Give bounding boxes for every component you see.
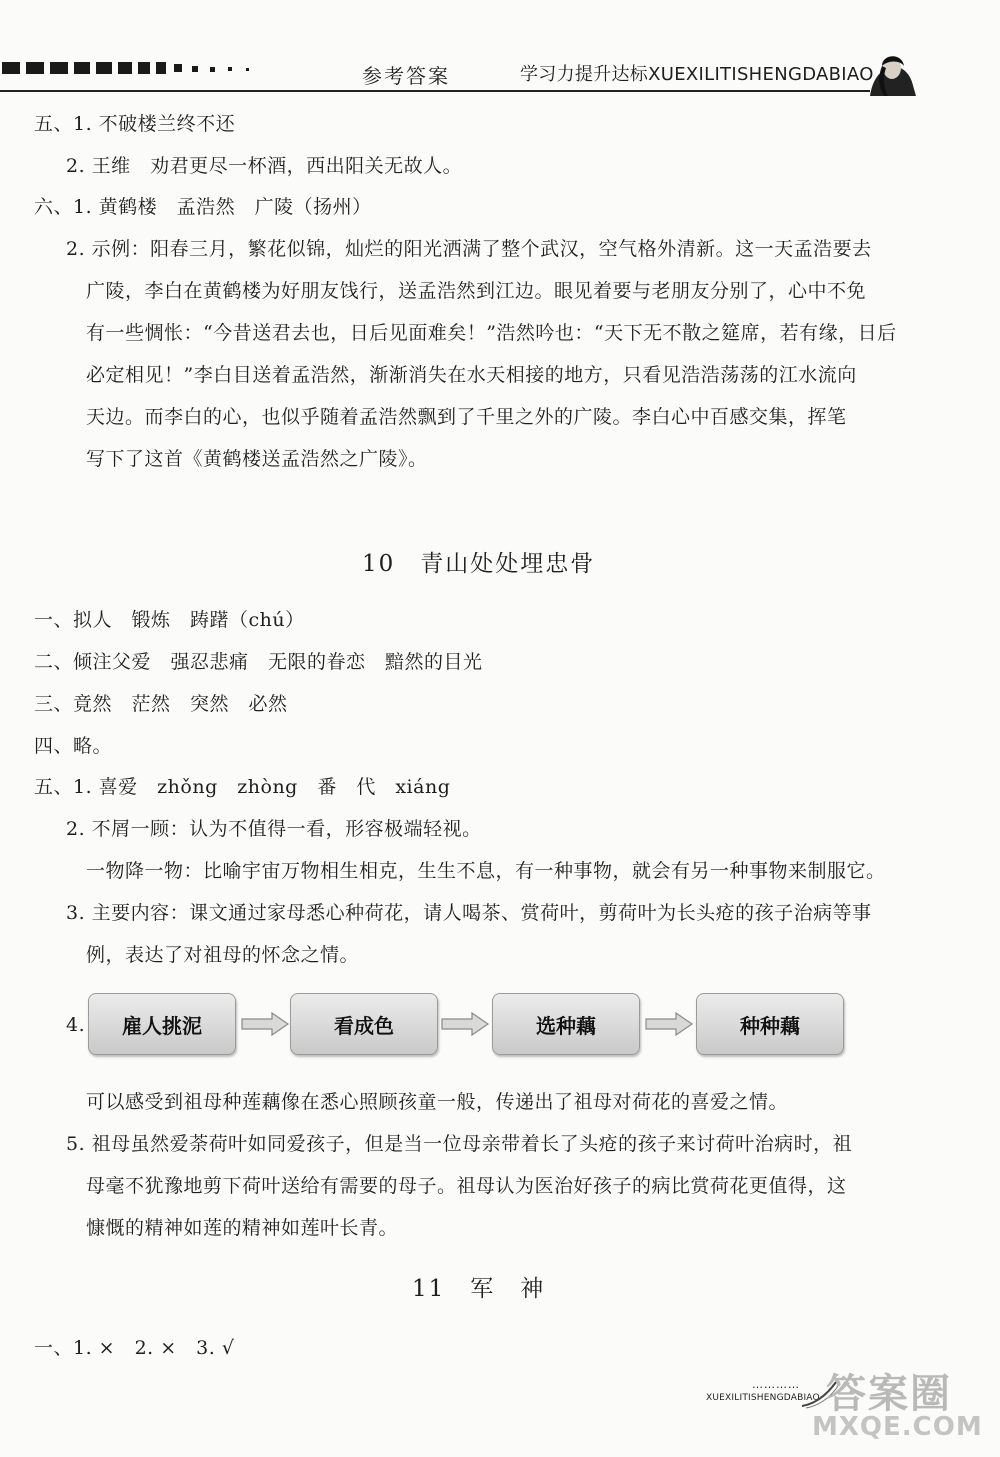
answer-6-2-line: 必定相见！”李白目送着孟浩然，渐渐消失在水天相接的地方，只看见浩浩荡荡的江水流向 bbox=[86, 364, 857, 386]
watermark-url: MXQE.COM bbox=[812, 1412, 983, 1442]
flow-step-3: 选种藕 bbox=[492, 993, 640, 1055]
answer-6-2-line: 写下了这首《黄鹤楼送孟浩然之广陵》。 bbox=[86, 448, 428, 470]
arrow-right-icon bbox=[644, 1012, 694, 1036]
s10-answer-5-5-line: 5. 祖母虽然爱荼荷叶如同爱孩子，但是当一位母亲带着长了头疮的孩子来讨荷叶治病时，祖 bbox=[66, 1133, 853, 1155]
s10-answer-4: 四、略。 bbox=[34, 735, 113, 757]
answer-5-2: 2. 王维 劝君更尽一杯酒，西出阳关无故人。 bbox=[66, 155, 463, 177]
footer-dots: ………… bbox=[752, 1378, 800, 1391]
s10-answer-5-5-line: 母毫不犹豫地剪下荷叶送给有需要的母子。祖母认为医治好孩子的病比赏荷花更值得，这 bbox=[86, 1175, 847, 1197]
avatar bbox=[862, 52, 918, 96]
section-11-title: 11 军 神 bbox=[412, 1276, 546, 1302]
answer-6-2-line: 2. 示例：阳春三月，繁花似锦，灿烂的阳光洒满了整个武汉，空气格外清新。这一天孟浩要去 bbox=[66, 238, 872, 260]
s10-answer-5-2a: 2. 不屑一顾：认为不值得一看，形容极端轻视。 bbox=[66, 818, 482, 840]
s10-answer-5-4-num: 4. bbox=[66, 1014, 86, 1036]
footer-brand: XUEXILITISHENGDABIAO bbox=[706, 1393, 820, 1403]
section-10-title: 10 青山处处埋忠骨 bbox=[362, 551, 596, 577]
watermark-logo: 答案圈 bbox=[826, 1371, 952, 1417]
s11-answer-1: 一、1. × 2. × 3. √ bbox=[34, 1337, 235, 1359]
s10-answer-5-5-line: 慷慨的精神如莲的精神如莲叶长青。 bbox=[86, 1217, 399, 1239]
arrow-right-icon bbox=[240, 1012, 290, 1036]
header-rule bbox=[0, 90, 870, 92]
s10-answer-5-3-line: 3. 主要内容：课文通过家母悉心种荷花，请人喝茶、赏荷叶，剪荷叶为长头疮的孩子治病等事 bbox=[66, 902, 872, 924]
flow-step-2: 看成色 bbox=[290, 993, 438, 1055]
answer-6-2-line: 广陵，李白在黄鹤楼为好朋友饯行，送孟浩然到江边。眼见着要与老朋友分别了，心中不免 bbox=[86, 280, 867, 302]
flow-step-1: 雇人挑泥 bbox=[88, 993, 236, 1055]
answer-5-1: 五、1. 不破楼兰终不还 bbox=[34, 113, 236, 135]
s10-answer-5-2b: 一物降一物：比喻宇宙万物相生相克，生生不息，有一种事物，就会有另一种事物来制服它。 bbox=[86, 860, 886, 882]
answer-6-1: 六、1. 黄鹤楼 孟浩然 广陵（扬州） bbox=[34, 196, 372, 218]
s10-answer-5-1: 五、1. 喜爱 zhǒng zhòng 番 代 xiáng bbox=[34, 776, 451, 798]
s10-answer-2: 二、倾注父爱 强忍悲痛 无限的眷恋 黯然的目光 bbox=[34, 651, 483, 673]
header-brand: 学习力提升达标XUEXILITISHENGDABIAO bbox=[520, 64, 874, 85]
arrow-right-icon bbox=[440, 1012, 490, 1036]
s10-answer-3: 三、竟然 茫然 突然 必然 bbox=[34, 693, 288, 715]
s10-answer-5-3-line: 例，表达了对祖母的怀念之情。 bbox=[86, 944, 360, 966]
answer-6-2-line: 有一些惆怅：“今昔送君去也，日后见面难矣！”浩然吟也：“天下无不散之筵席，若有缘，日后 bbox=[86, 322, 897, 344]
s10-answer-1: 一、拟人 锻炼 踌躇（chú） bbox=[34, 609, 305, 631]
header-title: 参考答案 bbox=[362, 64, 450, 88]
answer-6-2-line: 天边。而李白的心，也似乎随着孟浩然飘到了千里之外的广陵。李白心中百感交集，挥笔 bbox=[86, 406, 847, 428]
s10-answer-5-4-text: 可以感受到祖母种莲藕像在悉心照顾孩童一般，传递出了祖母对荷花的喜爱之情。 bbox=[86, 1091, 789, 1113]
flow-step-4: 种种藕 bbox=[696, 993, 844, 1055]
